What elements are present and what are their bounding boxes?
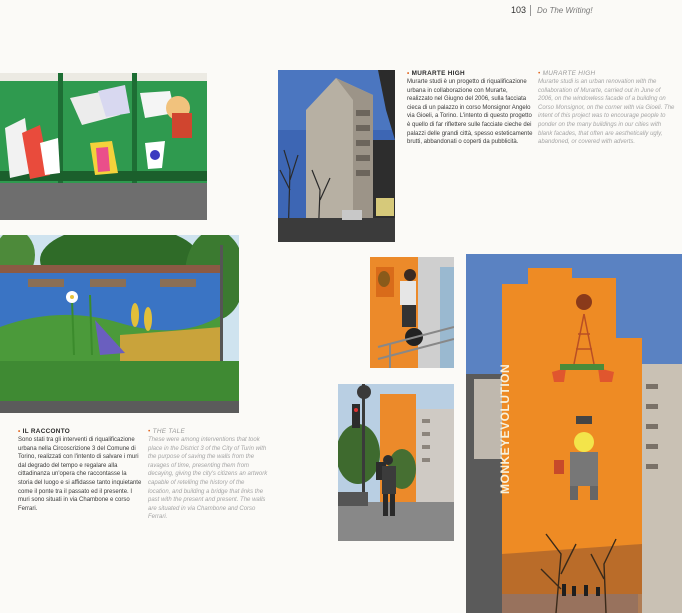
header-divider	[530, 5, 531, 16]
caption-body-racconto-it: Sono stati tra gli interventi di riqualificazione urbana nella Circoscrizione 3 del Comune di Torino, realizzati con l'intento di salvare i muri dal degrado del tempo e regalare alla cittadinanza un'opera che raccontasse la storia del luogo e si affidasse tanto inquietante come il ponte tra il passato ed il presente. I muri sono situati in via Chambone e corso Ferrari.	[18, 437, 142, 512]
photo-artist-on-lift	[370, 257, 454, 368]
running-title: Do The Writing!	[537, 6, 593, 15]
photo-street-view-mural	[338, 384, 454, 541]
caption-body-murarte-it: Murarte studi è un progetto di riqualificazione urbana in collaborazione con Murarte, realizzato nel Giugno del 2006, sulla facciata cieca di un palazzo in corso Monsignor Angelo via Gioeli, a Torino. L'intento di questo progetto è quello di far riflettere sulle facciate cieche dei palazzi delle grandi città, spesso esteticamente brutti, abbandonati o coperti da pubblicità.	[407, 79, 533, 146]
caption-body-racconto-en: These were among interventions that took place in the District 3 of the City of Turin with the purpose of saving the walls from the ravages of time, presenting them from decaying, giving the city's citizens an artwork capable of retelling the history of the location, and building a bridge that links the past with the present and present. The walls are situated in via Chambone and Corso Ferrari.	[148, 437, 268, 521]
photo-blank-building-facade	[278, 70, 395, 242]
photo-green-graffiti-wall	[0, 73, 207, 220]
mural-vertical-lettering: MONKEYEVOLUTION	[498, 363, 512, 494]
caption-body-murarte-en: Murarte studi is an urban renovation with the collaboration of Murarte, carried out in June of 2006, on the windowless facade of a building on Corso Monsignor, on the corner with via Gioeli. The intent of this project was to encourage people to ponder on the many buildings in our cities with blank facades, that often are aesthetically ugly, abandoned, or covered with adverts.	[538, 79, 675, 146]
caption-heading-murarte-it: • MURARTE HIGH	[407, 70, 465, 77]
page-number: 103	[511, 5, 527, 15]
caption-heading-racconto-it: • IL RACCONTO	[18, 428, 71, 435]
caption-heading-murarte-en: • MURARTE HIGH	[538, 70, 596, 77]
caption-heading-racconto-en: • THE TALE	[148, 428, 186, 435]
photo-painted-landscape-cabin	[0, 235, 239, 413]
photo-orange-mural-building	[466, 254, 682, 613]
